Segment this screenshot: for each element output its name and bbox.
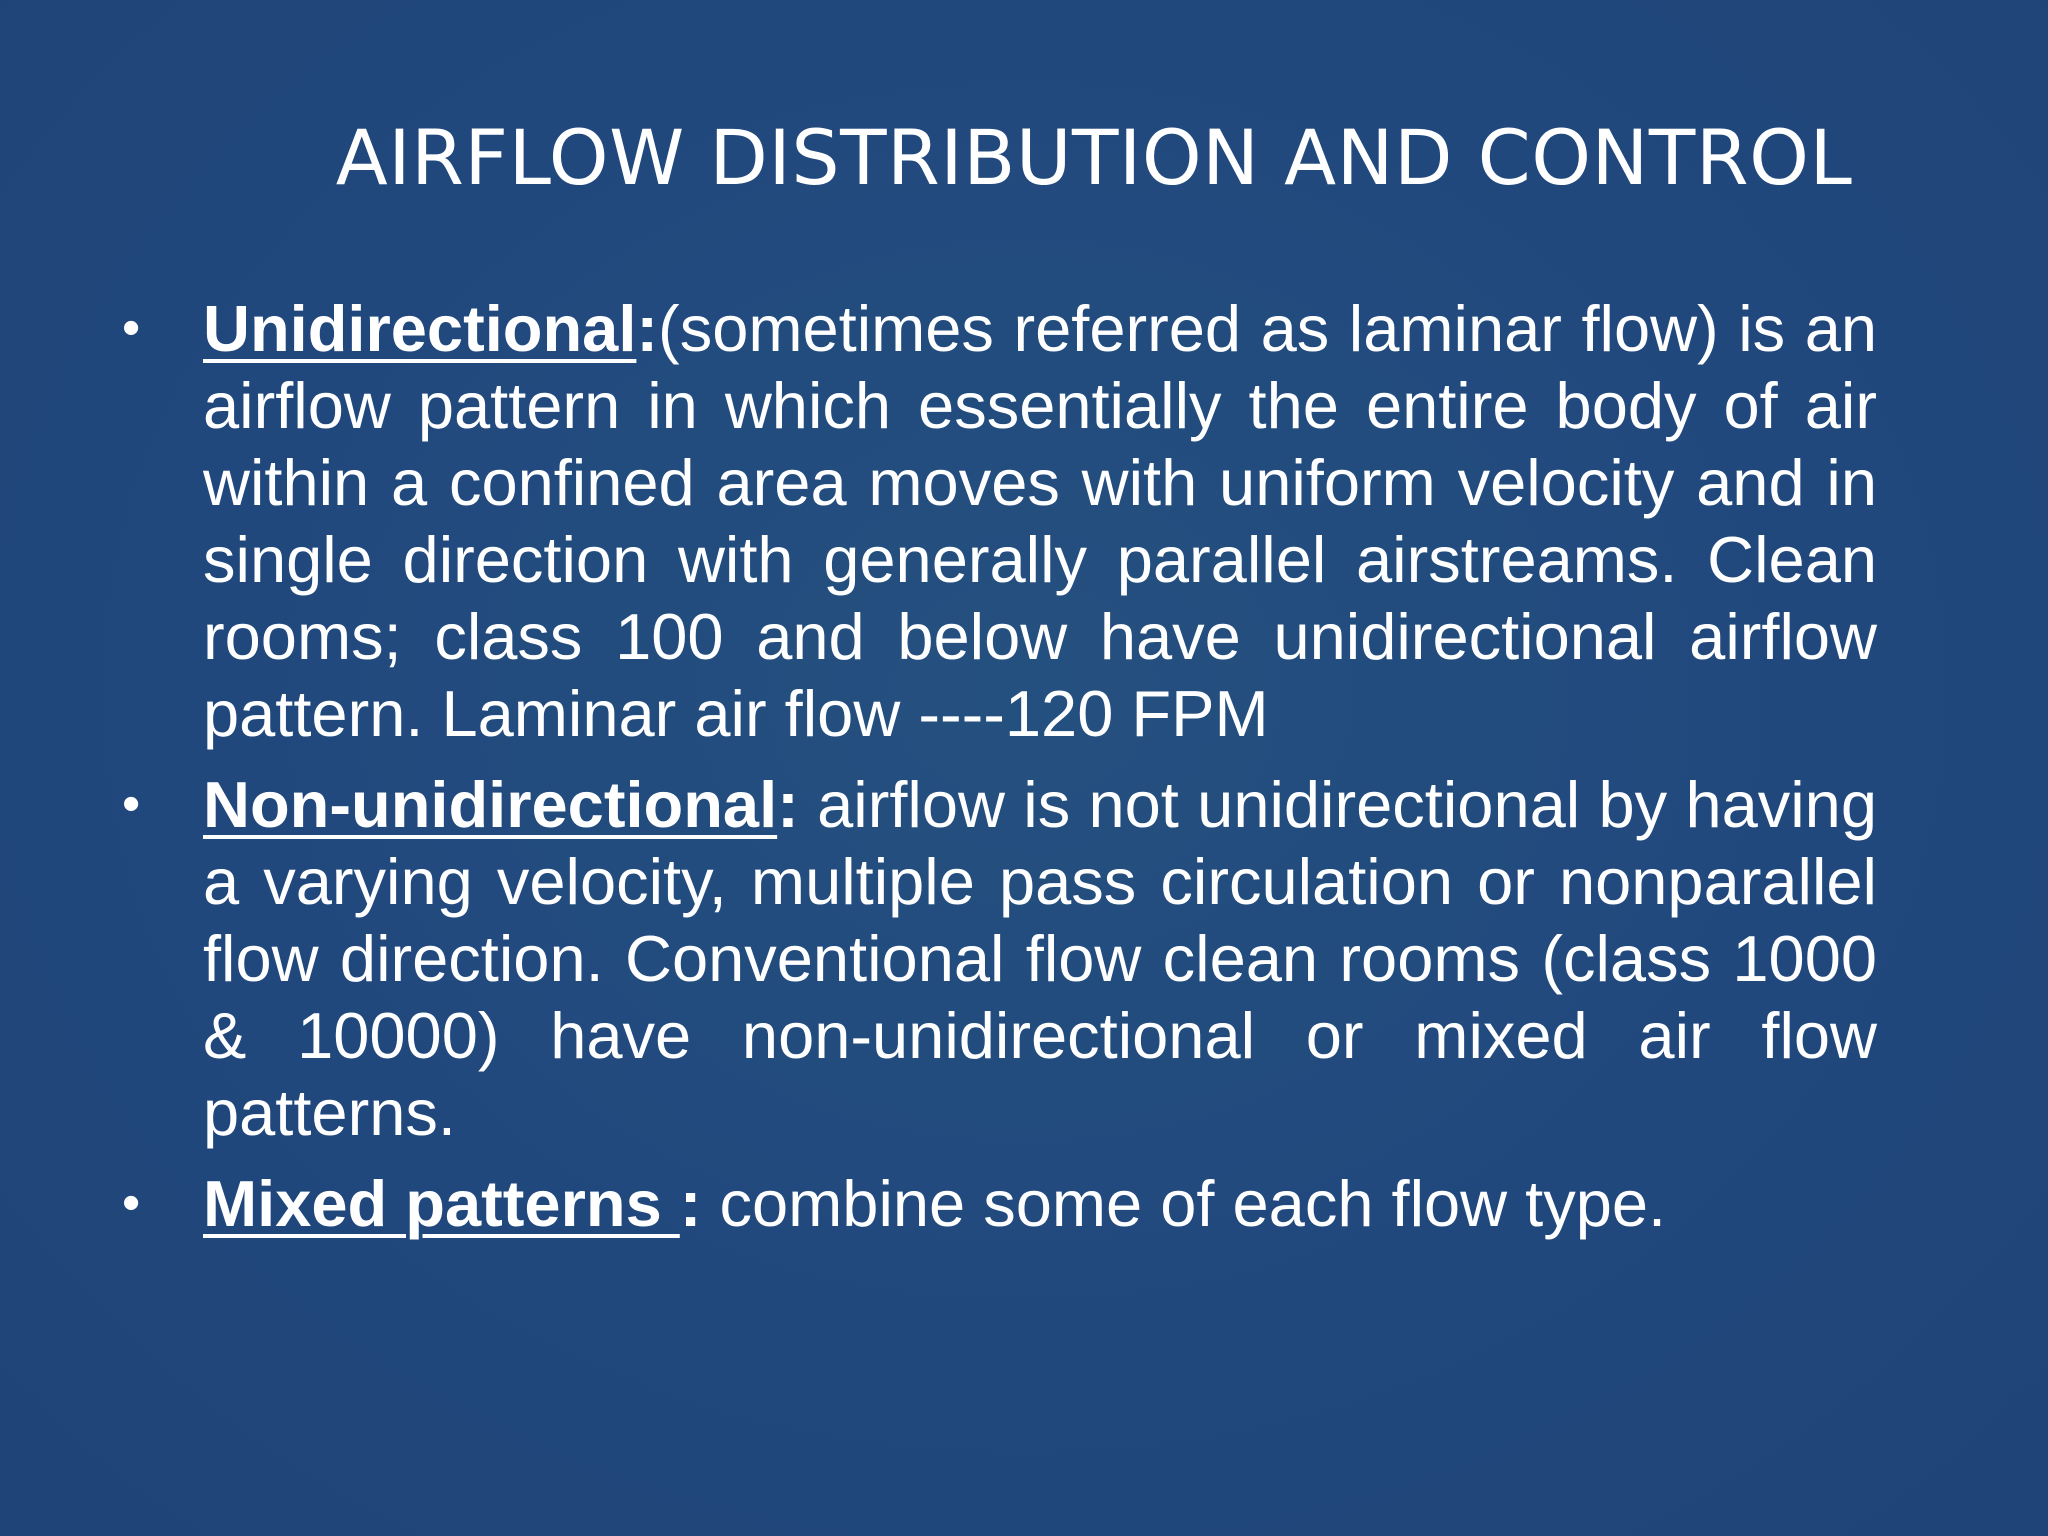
bullet-mixed-patterns — [122, 1165, 1877, 1242]
bullet-icon: • — [122, 775, 141, 833]
bullet-non-unidirectional — [122, 766, 1877, 1151]
bullet-term: Non-unidirectional — [203, 768, 778, 841]
bullet-unidirectional — [122, 290, 1877, 752]
bullet-separator: : — [777, 768, 799, 841]
bullet-icon: • — [122, 299, 141, 357]
bullet-text: airflow is not unidirectional by having a varying velocity, multiple pass circulation or nonparallel flow direction. Conventional flow clean rooms (class 1000 & 10000) have non-unidirectional or mixed air flow patterns. — [203, 768, 1877, 1149]
bullet-icon: • — [122, 1174, 141, 1232]
bullet-term: Unidirectional — [203, 292, 637, 365]
bullet-text: combine some of each flow type. — [701, 1167, 1667, 1240]
bullet-separator: : — [636, 292, 659, 365]
bullet-term: Mixed patterns — [203, 1167, 680, 1240]
bullet-list — [122, 290, 1877, 1256]
slide-title: AIRFLOW DISTRIBUTION AND CONTROL — [335, 113, 1853, 202]
bullet-text: (sometimes referred as laminar flow) is an airflow pattern in which essentially the entire body of air within a confined area moves with uniform velocity and in single direction with generally parallel airstreams. Clean rooms; class 100 and below have unidirectional airflow pattern. Laminar air flow ----120 FPM — [203, 292, 1877, 750]
bullet-separator: : — [679, 1167, 702, 1240]
